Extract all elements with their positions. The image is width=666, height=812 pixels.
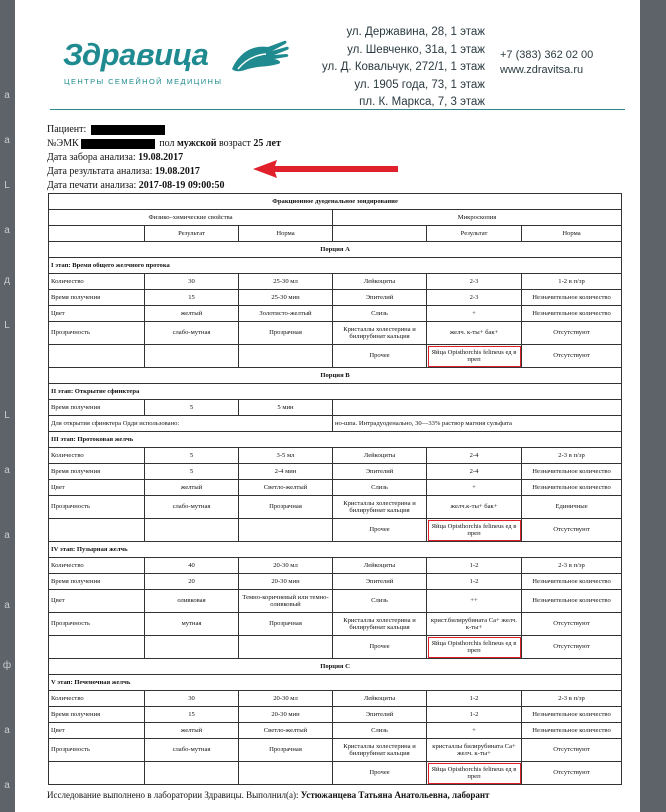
address-line: пл. К. Маркса, 7, 3 этаж [359, 96, 485, 108]
brand-name: Здравица [63, 37, 209, 72]
cell-norm: 25-30 мл [239, 274, 333, 290]
empty-cell [145, 636, 239, 659]
row-label: Слизь [333, 306, 427, 322]
table-row [49, 691, 622, 707]
address-line: ул. Шевченко, 31а, 1 этаж [347, 43, 485, 56]
stage-header: II этап: Открытие сфинктера [49, 384, 622, 400]
row-label: Кристаллы холестерина и билирубинат кальция [333, 496, 427, 519]
column-header: Норма [522, 226, 622, 242]
row-label: Прозрачность [49, 739, 145, 762]
cell-value: 5 [145, 464, 239, 480]
empty-cell [145, 519, 239, 542]
cell-norm: Прозрачная [239, 322, 333, 345]
side-tab-label: а [4, 600, 10, 611]
table-row [49, 574, 622, 590]
table-row [49, 723, 622, 739]
row-label: Время получения [49, 400, 145, 416]
group-physchem-header: Физико–химические свойства [49, 210, 333, 226]
table-row [49, 762, 622, 785]
stage-header: IV этап: Пузырная желчь [49, 542, 622, 558]
sex-value: мужской [176, 138, 217, 149]
cell-norm: Незначительное количество [522, 306, 622, 322]
cell-value: 5 [145, 400, 239, 416]
empty-cell [239, 345, 333, 368]
empty-cell [49, 636, 145, 659]
cell-value: но-шпа. Интрадуоденально, 30—33% раствор магния сульфата [333, 416, 622, 432]
side-tab-label: a [4, 90, 10, 101]
empty-cell [333, 226, 427, 242]
cell-value: 2-3 [427, 290, 522, 306]
row-label: Прозрачность [49, 496, 145, 519]
analysis-table [48, 193, 622, 785]
cell-value: мутная [145, 613, 239, 636]
cell-value: желтый [145, 306, 239, 322]
cell-norm: 5 мин [239, 400, 333, 416]
empty-cell [239, 519, 333, 542]
address-line: ул. Державина, 28, 1 этаж [346, 26, 485, 38]
cell-norm: Отсутствуют [522, 613, 622, 636]
result-label: Дата результата анализа: [47, 166, 153, 177]
cell-value: 1-2 [427, 691, 522, 707]
print-value: 2017-08-19 09:00:50 [138, 180, 225, 191]
row-label: Время получения [49, 464, 145, 480]
cell-value: 1-2 [427, 707, 522, 723]
row-label: Прочее [333, 636, 427, 659]
side-tab-label: а [4, 725, 10, 736]
table-row [49, 558, 622, 574]
brand-tagline: ЦЕНТРЫ СЕМЕЙНОЙ МЕДИЦИНЫ [64, 77, 223, 86]
row-label: Эпителий [333, 290, 427, 306]
age-value: 25 лет [253, 138, 281, 149]
cell-norm: 3-5 мл [239, 448, 333, 464]
print-date-row [47, 179, 281, 193]
table-row [49, 290, 622, 306]
cell-value: + [427, 723, 522, 739]
red-arrow-annotation [251, 158, 401, 180]
empty-cell [49, 226, 145, 242]
table-row [49, 345, 622, 368]
cell-norm: Незначительное количество [522, 290, 622, 306]
cell-value: 5 [145, 448, 239, 464]
row-label: Эпителий [333, 464, 427, 480]
cell-norm: 20-30 мин [239, 574, 333, 590]
cell-value: слабо-мутная [145, 496, 239, 519]
row-label: Цвет [49, 590, 145, 613]
side-tab-label: ф [2, 660, 12, 671]
side-tab-label: а [4, 225, 10, 236]
row-label: Время получения [49, 574, 145, 590]
cell-value: 40 [145, 558, 239, 574]
row-label: Цвет [49, 306, 145, 322]
cell-value: ++ [427, 590, 522, 613]
redaction-box [81, 139, 155, 149]
cell-norm: Прозрачная [239, 613, 333, 636]
cell-value: 1-2 [427, 558, 522, 574]
side-tab-label: д [4, 275, 10, 286]
side-tab-label: а [4, 465, 10, 476]
cell-value: 20 [145, 574, 239, 590]
row-label: Прочее [333, 762, 427, 785]
row-label: Слизь [333, 480, 427, 496]
cell-norm: Светло-желтый [239, 480, 333, 496]
address-line: ул. 1905 года, 73, 1 этаж [354, 78, 485, 91]
cell-norm: Незначительное количество [522, 707, 622, 723]
cell-value: + [427, 480, 522, 496]
table-row [49, 274, 622, 290]
patient-label: Пациент: [47, 124, 87, 135]
cell-norm: Светло-желтый [239, 723, 333, 739]
cell-norm: 2-3 в п/зр [522, 691, 622, 707]
table-row [49, 496, 622, 519]
portion-header: Порция С [49, 659, 622, 675]
column-header: Результат [145, 226, 239, 242]
cell-norm: Отсутствуют [522, 636, 622, 659]
redaction-box [91, 125, 165, 135]
patient-row [47, 123, 281, 137]
cell-value: 15 [145, 707, 239, 723]
row-label: Кристаллы холестерина и билирубинат кальция [333, 322, 427, 345]
table-row [49, 613, 622, 636]
side-tab-label: L [4, 410, 10, 421]
side-tab-label: а [4, 780, 10, 791]
cell-value: + [427, 306, 522, 322]
cell-value: желтый [145, 480, 239, 496]
table-row [49, 519, 622, 542]
side-tab-label: a [4, 135, 10, 146]
cell-norm: Отсутствуют [522, 322, 622, 345]
cell-norm: Незначительное количество [522, 574, 622, 590]
table-row [49, 464, 622, 480]
emk-row [47, 137, 281, 151]
cell-value: слабо-мутная [145, 322, 239, 345]
footer-text: Исследование выполнено в лаборатории Здравицы. Выполнил(а): [47, 790, 299, 800]
empty-cell [49, 519, 145, 542]
table-row [49, 400, 622, 416]
column-header: Результат [427, 226, 522, 242]
table-row [49, 416, 622, 432]
cell-norm: Незначительное количество [522, 480, 622, 496]
phone: +7 (383) 362 02 00 [500, 49, 594, 61]
side-tab-label: L [4, 180, 10, 191]
collect-value: 19.08.2017 [138, 152, 184, 163]
sex-label: пол [159, 138, 175, 149]
cell-norm: Отсутствуют [522, 519, 622, 542]
cell-norm: 2-3 в п/зр [522, 558, 622, 574]
cell-norm: 20-30 мин [239, 707, 333, 723]
table-row [49, 322, 622, 345]
cell-value: 2-4 [427, 448, 522, 464]
cell-value: 1-2 [427, 574, 522, 590]
row-label: Количество [49, 691, 145, 707]
table-row [49, 448, 622, 464]
cell-norm: 1-2 в п/зр [522, 274, 622, 290]
row-label: Лейкоциты [333, 558, 427, 574]
empty-cell [239, 636, 333, 659]
table-row [49, 739, 622, 762]
cell-norm: 2-4 мин [239, 464, 333, 480]
row-label: Эпителий [333, 707, 427, 723]
contacts [500, 48, 593, 78]
stage-header: V этап: Печеночная желчь [49, 675, 622, 691]
row-label: Лейкоциты [333, 448, 427, 464]
empty-cell [333, 400, 622, 416]
collect-date-row [47, 151, 281, 165]
table-title: Фракционное дуоденальное зондирование [49, 194, 622, 210]
row-label: Кристаллы холестерина и билирубинат кальция [333, 613, 427, 636]
row-label: Время получения [49, 707, 145, 723]
cell-norm: Отсутствуют [522, 762, 622, 785]
empty-cell [49, 345, 145, 368]
cell-value: слабо-мутная [145, 739, 239, 762]
table-row [49, 707, 622, 723]
cell-norm: Незначительное количество [522, 590, 622, 613]
row-label: Эпителий [333, 574, 427, 590]
cell-value: 30 [145, 691, 239, 707]
cell-value: 30 [145, 274, 239, 290]
cell-value: желтый [145, 723, 239, 739]
footer-signer: Устюжанцева Татьяна Анатольевна, лаборант [300, 790, 490, 800]
table-row [49, 306, 622, 322]
side-tab-label: L [4, 320, 10, 331]
side-tab-label: а [4, 530, 10, 541]
row-label: Прочее [333, 345, 427, 368]
footer-note [47, 790, 489, 800]
website: www.zdravitsa.ru [500, 64, 584, 76]
cell-value: желч.к-ты+ бак+ [427, 496, 522, 519]
row-label: Для открытия сфинктера Одди использовано: [49, 416, 333, 432]
result-value: 19.08.2017 [154, 166, 200, 177]
row-label: Цвет [49, 480, 145, 496]
row-label: Время получения [49, 290, 145, 306]
row-label: Слизь [333, 590, 427, 613]
table-row [49, 480, 622, 496]
cell-value: кристаллы билирубината Са+ желч. к-ты+ [427, 739, 522, 762]
row-label: Прозрачность [49, 613, 145, 636]
cell-norm: Отсутствуют [522, 739, 622, 762]
cell-norm: Прозрачная [239, 739, 333, 762]
cell-value: оливковая [145, 590, 239, 613]
row-label: Количество [49, 558, 145, 574]
cell-norm: 20-30 мл [239, 558, 333, 574]
highlighted-finding: Яйца Opisthorchis felineus ед в преп [427, 762, 522, 785]
cell-value: крист.билирубината Са+ желч. к-ты+ [427, 613, 522, 636]
row-label: Лейкоциты [333, 691, 427, 707]
table-row [49, 636, 622, 659]
clinic-logo [63, 37, 313, 97]
empty-cell [49, 762, 145, 785]
stage-header: I этап: Время общего желчного протока [49, 258, 622, 274]
empty-cell [145, 762, 239, 785]
cell-norm: Отсутствуют [522, 345, 622, 368]
cell-norm: Единичные [522, 496, 622, 519]
cell-norm: 25-30 мин [239, 290, 333, 306]
row-label: Количество [49, 448, 145, 464]
cell-norm: Прозрачная [239, 496, 333, 519]
header-divider [50, 109, 625, 110]
age-label: возраст [219, 138, 251, 149]
cell-norm: Золотисто-желтый [239, 306, 333, 322]
column-header: Норма [239, 226, 333, 242]
stage-header: III этап: Протоковая желчь [49, 432, 622, 448]
group-microscopy-header: Микроскопия [333, 210, 622, 226]
row-label: Лейкоциты [333, 274, 427, 290]
empty-cell [239, 762, 333, 785]
cell-value: 2-3 [427, 274, 522, 290]
cell-value: желч. к-ты+ бак+ [427, 322, 522, 345]
row-label: Количество [49, 274, 145, 290]
cell-value: 2-4 [427, 464, 522, 480]
empty-cell [145, 345, 239, 368]
print-label: Дата печати анализа: [47, 180, 137, 191]
cell-norm: Незначительное количество [522, 723, 622, 739]
table-row [49, 590, 622, 613]
row-label: Кристаллы холестерина и билирубинат кальция [333, 739, 427, 762]
patient-info [47, 123, 281, 193]
result-date-row [47, 165, 281, 179]
highlighted-finding: Яйца Opisthorchis felineus ед в преп [427, 345, 522, 368]
cell-norm: 20-30 мл [239, 691, 333, 707]
emk-label: №ЭМК [47, 138, 79, 149]
cell-norm: Темно-коричневый или темно-оливковый [239, 590, 333, 613]
collect-label: Дата забора анализа: [47, 152, 136, 163]
cell-norm: Незначительное количество [522, 464, 622, 480]
row-label: Прозрачность [49, 322, 145, 345]
row-label: Прочее [333, 519, 427, 542]
address-line: ул. Д. Ковальчук, 272/1, 1 этаж [322, 61, 485, 73]
portion-header: Порция В [49, 368, 622, 384]
highlighted-finding: Яйца Opisthorchis felineus ед в преп [427, 636, 522, 659]
row-label: Цвет [49, 723, 145, 739]
address-list [322, 24, 485, 112]
document-page [15, 0, 640, 812]
cell-norm: 2-3 в п/зр [522, 448, 622, 464]
highlighted-finding: Яйца Opisthorchis felineus ед в преп [427, 519, 522, 542]
row-label: Слизь [333, 723, 427, 739]
hand-leaf-icon [228, 39, 292, 79]
portion-header: Порция А [49, 242, 622, 258]
cell-value: 15 [145, 290, 239, 306]
